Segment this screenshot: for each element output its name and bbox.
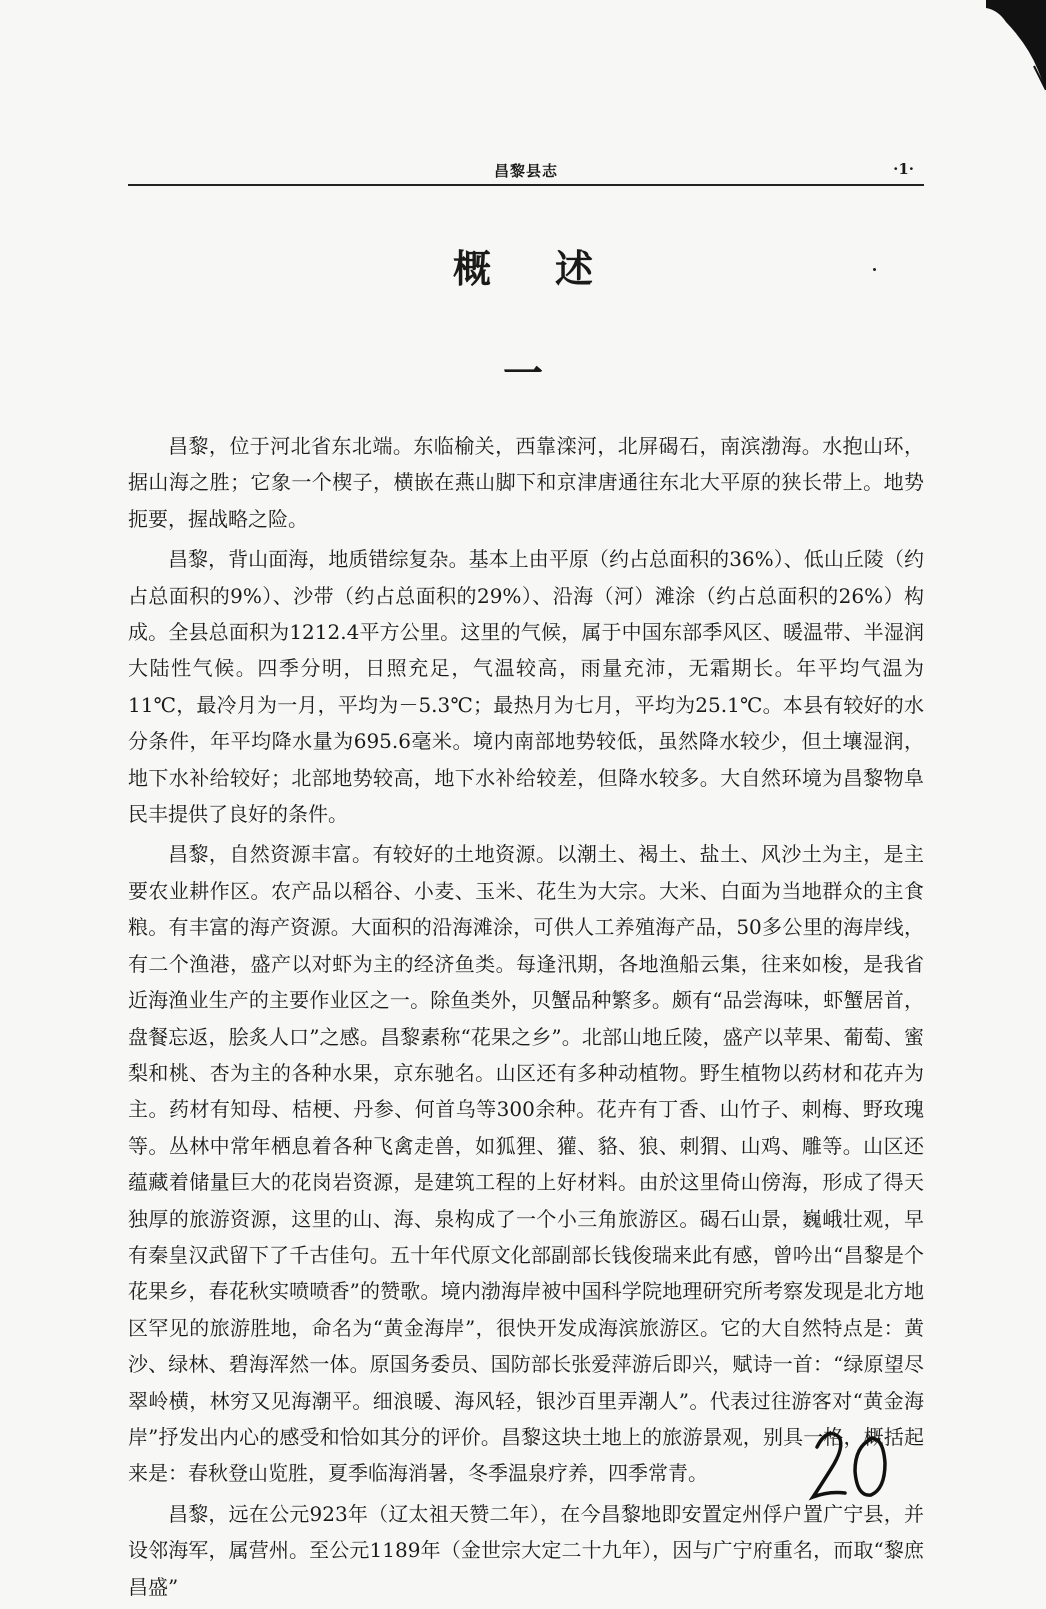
chapter-title: 概述 (452, 246, 657, 291)
paragraph: 昌黎，位于河北省东北端。东临榆关，西靠滦河，北屏碣石，南滨渤海。水抱山环，据山海之胜；它象一个楔子，横嵌在燕山脚下和京津唐通往东北大平原的狭长带上。地势扼要，握战略之险。 (128, 434, 924, 531)
paragraph: 昌黎，背山面海，地质错综复杂。基本上由平原（约占总面积的36%）、低山丘陵（约占总面积的9%）、沙带（约占总面积的29%）、沿海（河）滩涂（约占总面积的26%）构成。全县总面积为1212.4平方公里。这里的气候，属于中国东部季风区、暖温带、半湿润大陆性气候。四季分明，日照充足，气温较高，雨量充沛，无霜期长。年平均气温为11℃，最冷月为一月，平均为－5.3℃；最热月为七月，平均为25.1℃。本县有较好的水分条件，年平均降水量为695.6毫米。境内南部地势较低，虽然降水较少，但土壤湿润，地下水补给较好；北部地势较高，地下水补给较差，但降水较多。大自然环境为昌黎物阜民丰提供了良好的条件。 (128, 547, 924, 827)
paragraph: 昌黎，远在公元923年（辽太祖天赞二年），在今昌黎地即安置定州俘户置广宁县，并设邻海军，属营州。至公元1189年（金世宗大定二十九年），因与广宁府重名，而取“黎庶昌盛” (128, 1501, 924, 1599)
corner-binding-mark (986, 0, 1046, 90)
running-title: 昌黎县志 (493, 162, 558, 180)
paragraph: 昌黎，自然资源丰富。有较好的土地资源。以潮土、褐土、盐土、风沙土为主，是主要农业耕作区。农产品以稻谷、小麦、玉米、花生为大宗。大米、白面为当地群众的主食粮。有丰富的海产资源。大面积的沿海滩涂，可供人工养殖海产品，50多公里的海岸线，有二个渔港，盛产以对虾为主的经济鱼类。每逢汛期，各地渔船云集，往来如梭，是我省近海渔业生产的主要作业区之一。除鱼类外，贝蟹品种繁多。颇有“品尝海味，虾蟹居首，盘餐忘返，脍炙人口”之感。昌黎素称“花果之乡”。北部山地丘陵，盛产以苹果、葡萄、蜜梨和桃、杏为主的各种水果，京东驰名。山区还有多种动植物。野生植物以药材和花卉为主。药材有知母、桔梗、丹参、何首乌等300余种。花卉有丁香、山竹子、刺梅、野玫瑰等。丛林中常年栖息着各种飞禽走兽，如狐狸、獾、貉、狼、刺猬、山鸡、雕等。山区还蕴藏着储量巨大的花岗岩资源，是建筑工程的上好材料。由於这里倚山傍海，形成了得天独厚的旅游资源，这里的山、海、泉构成了一个小三角旅游区。碣石山景，巍峨壮观，早有秦皇汉武留下了千古佳句。五十年代原文化部副部长钱俊瑞来此有感，曾吟出“昌黎是个花果乡，春花秋实喷喷香”的赞歌。境内渤海岸被中国科学院地理研究所考察发现是北方地区罕见的旅游胜地，命名为“黄金海岸”，很快开发成海滨旅游区。它的大自然特点是：黄沙、绿林、碧海浑然一体。原国务委员、国防部长张爱萍游后即兴，赋诗一首：“绿原望尽翠岭横，林穷又见海潮平。细浪暖、海风轻，银沙百里弄潮人”。代表过往游客对“黄金海岸”抒发出内心的感受和恰如其分的评价。昌黎这块土地上的旅游景观，别具一格，概括起来是：春秋登山览胜，夏季临海消暑，冬季温泉疗养，四季常青。 (128, 842, 924, 1486)
running-header (128, 158, 924, 186)
handwritten-page-note (805, 1425, 895, 1505)
page-number: ·1· (893, 160, 914, 178)
scan-speck (873, 268, 876, 271)
section-number: 一 (503, 350, 543, 397)
